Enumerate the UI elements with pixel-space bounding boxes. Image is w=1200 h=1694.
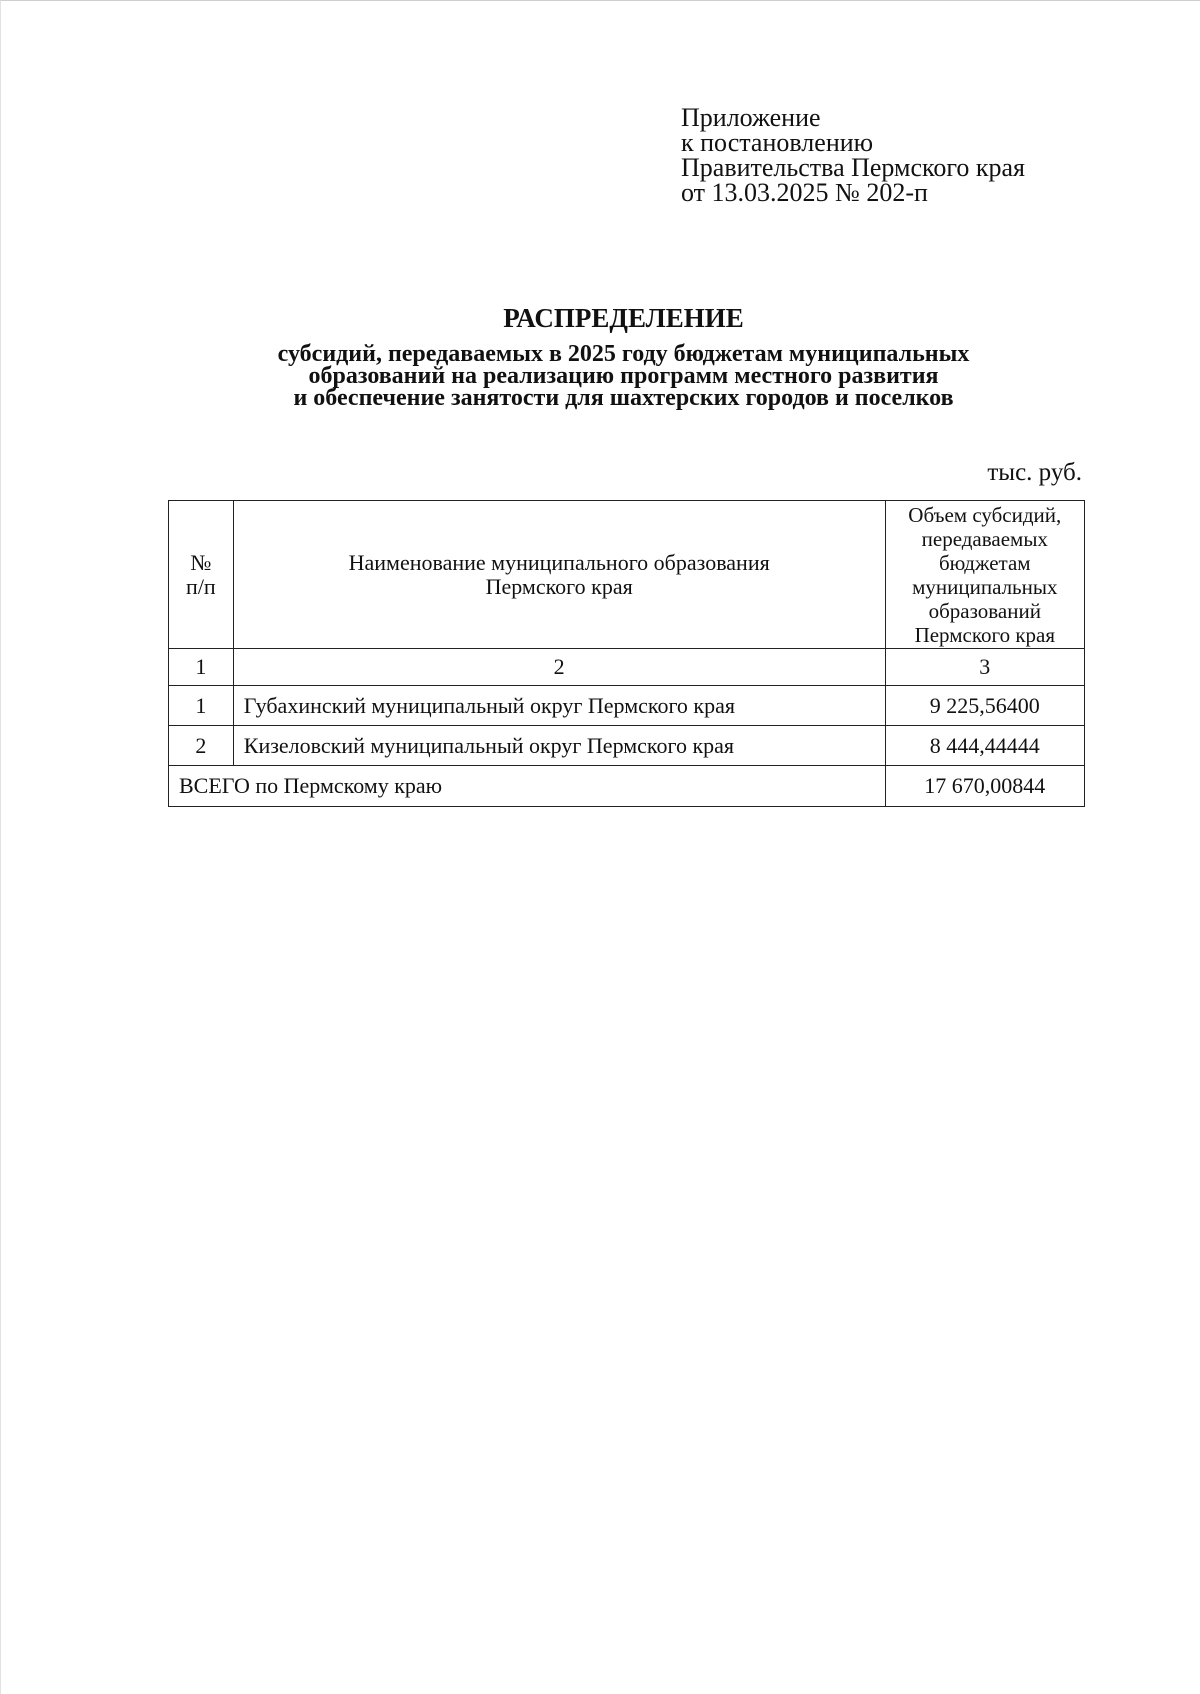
table-header-row (169, 501, 1085, 649)
row-number-cell: 2 (169, 726, 234, 766)
column-number-cell: 1 (169, 649, 234, 686)
annex-line: Правительства Пермского края (681, 153, 1025, 182)
header-amount-cell (885, 501, 1084, 649)
column-number-row (169, 649, 1085, 686)
header-text: образований (928, 598, 1041, 623)
header-text: п/п (186, 573, 216, 599)
subtitle-line: образований на реализацию программ местного развития (308, 363, 939, 389)
table-row (169, 686, 1085, 726)
header-text: Пермского края (485, 573, 633, 599)
distribution-table (168, 500, 1085, 807)
subtitle-line: субсидий, передаваемых в 2025 году бюджетам муниципальных (277, 341, 970, 367)
annex-block (681, 105, 1025, 205)
column-number-cell: 2 (233, 649, 885, 686)
header-text: бюджетам (938, 550, 1031, 575)
row-amount-cell: 9 225,56400 (885, 686, 1084, 726)
units-label: тыс. руб. (987, 459, 1082, 486)
header-number-cell (169, 501, 234, 649)
row-name-cell: Губахинский муниципальный округ Пермского края (233, 686, 885, 726)
annex-line: Приложение (681, 103, 821, 132)
header-text: Пермского края (914, 622, 1055, 647)
annex-line: к постановлению (681, 128, 874, 157)
document-subtitle (101, 343, 1146, 409)
header-text: передаваемых (921, 526, 1048, 551)
header-text: Объем субсидий, (908, 502, 1062, 527)
subtitle-line: и обеспечение занятости для шахтерских городов и поселков (293, 385, 954, 411)
table-row (169, 726, 1085, 766)
document-title: РАСПРЕДЕЛЕНИЕ (503, 303, 744, 333)
header-text: № (190, 549, 212, 575)
row-number-cell: 1 (169, 686, 234, 726)
header-name-cell (233, 501, 885, 649)
row-name-cell: Кизеловский муниципальный округ Пермского края (233, 726, 885, 766)
column-number-cell: 3 (885, 649, 1084, 686)
total-row (169, 766, 1085, 807)
row-amount-cell: 8 444,44444 (885, 726, 1084, 766)
header-text: муниципальных (912, 574, 1058, 599)
annex-line: от 13.03.2025 № 202-п (681, 178, 928, 207)
total-amount-cell: 17 670,00844 (885, 766, 1084, 807)
total-label-cell: ВСЕГО по Пермскому краю (169, 766, 886, 807)
header-text: Наименование муниципального образования (348, 549, 770, 575)
